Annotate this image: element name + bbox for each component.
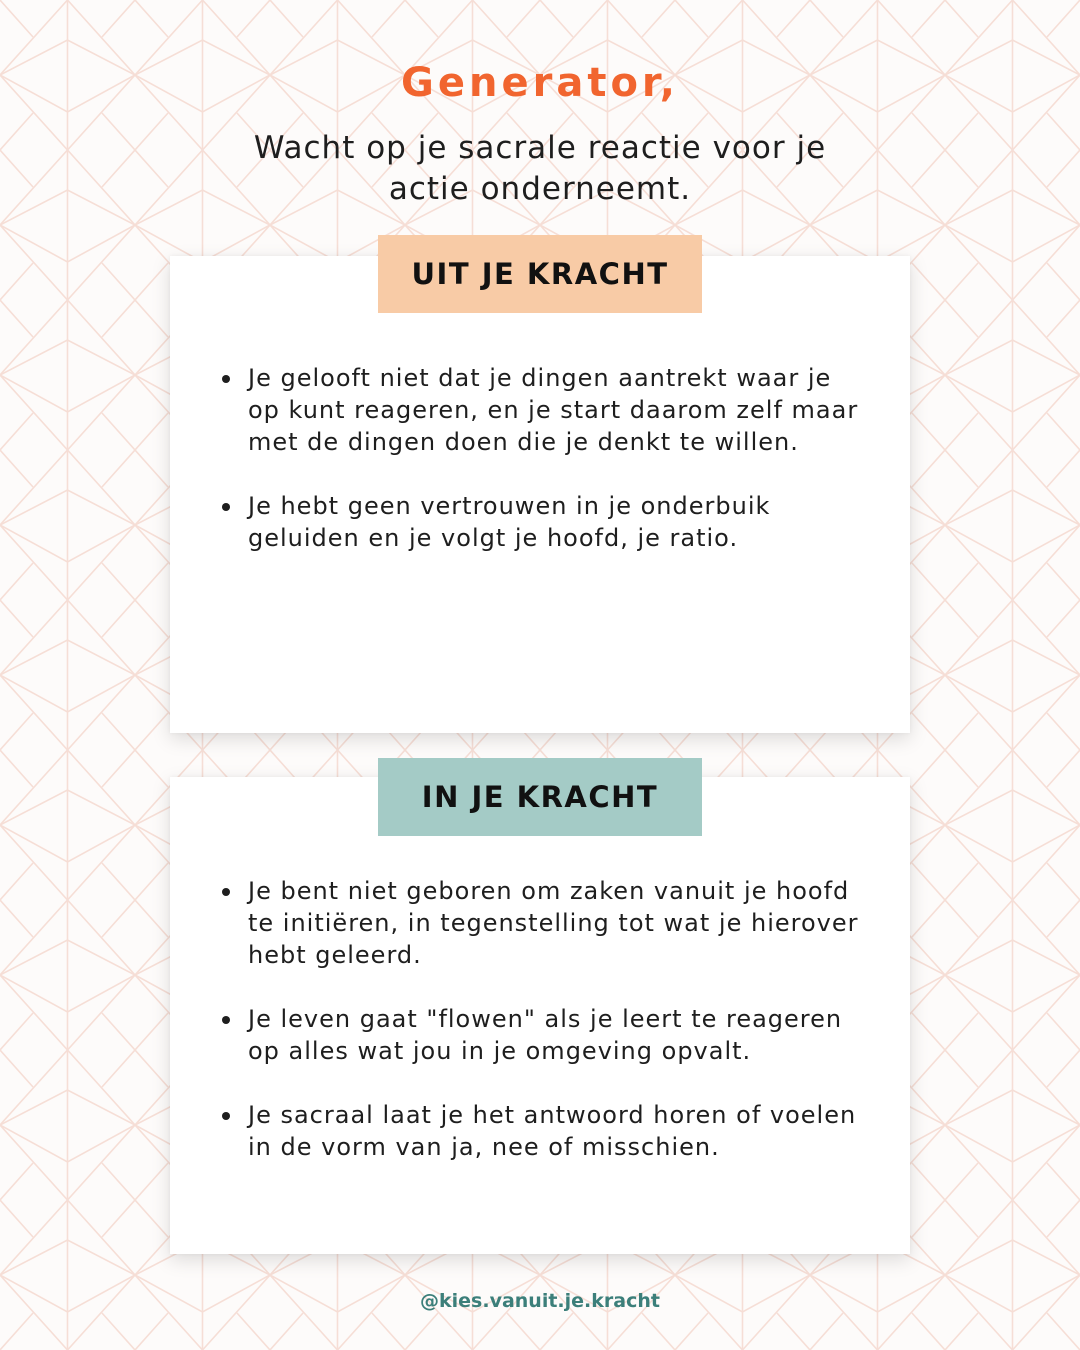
list-item (222, 1003, 862, 1067)
list-item (222, 1099, 862, 1163)
label-in-je-kracht: IN JE KRACHT (378, 758, 702, 836)
list-item-text: Je hebt geen vertrouwen in je onderbuik geluiden en je volgt je hoofd, je ratio. (248, 492, 771, 552)
bullet-icon (222, 503, 230, 511)
list-item (222, 362, 862, 458)
list-item-text: Je sacraal laat je het antwoord horen of voelen in de vorm van ja, nee of misschien. (248, 1101, 857, 1161)
label-uit-je-kracht: UIT JE KRACHT (378, 235, 702, 313)
bullet-icon (222, 1112, 230, 1120)
list-item-text: Je leven gaat "flowen" als je leert te reageren op alles wat jou in je omgeving opvalt. (248, 1005, 843, 1065)
bullet-icon (222, 888, 230, 896)
bullet-icon (222, 1016, 230, 1024)
list-item (222, 490, 862, 554)
list-item (222, 875, 862, 971)
list-item-text: Je gelooft niet dat je dingen aantrekt waar je op kunt reageren, en je start daarom zelf maar met de dingen doen die je denkt te willen. (248, 364, 859, 456)
list-item-text: Je bent niet geboren om zaken vanuit je hoofd te initiëren, in tegenstelling tot wat je hierover hebt geleerd. (248, 877, 859, 969)
page-title: Generator, (401, 60, 679, 106)
page-subtitle: Wacht op je sacrale reactie voor je actie onderneemt. (253, 130, 827, 207)
bullet-icon (222, 375, 230, 383)
social-handle: @kies.vanuit.je.kracht (420, 1290, 660, 1312)
bullet-list-uit-je-kracht (222, 362, 862, 586)
bullet-list-in-je-kracht (222, 875, 862, 1195)
